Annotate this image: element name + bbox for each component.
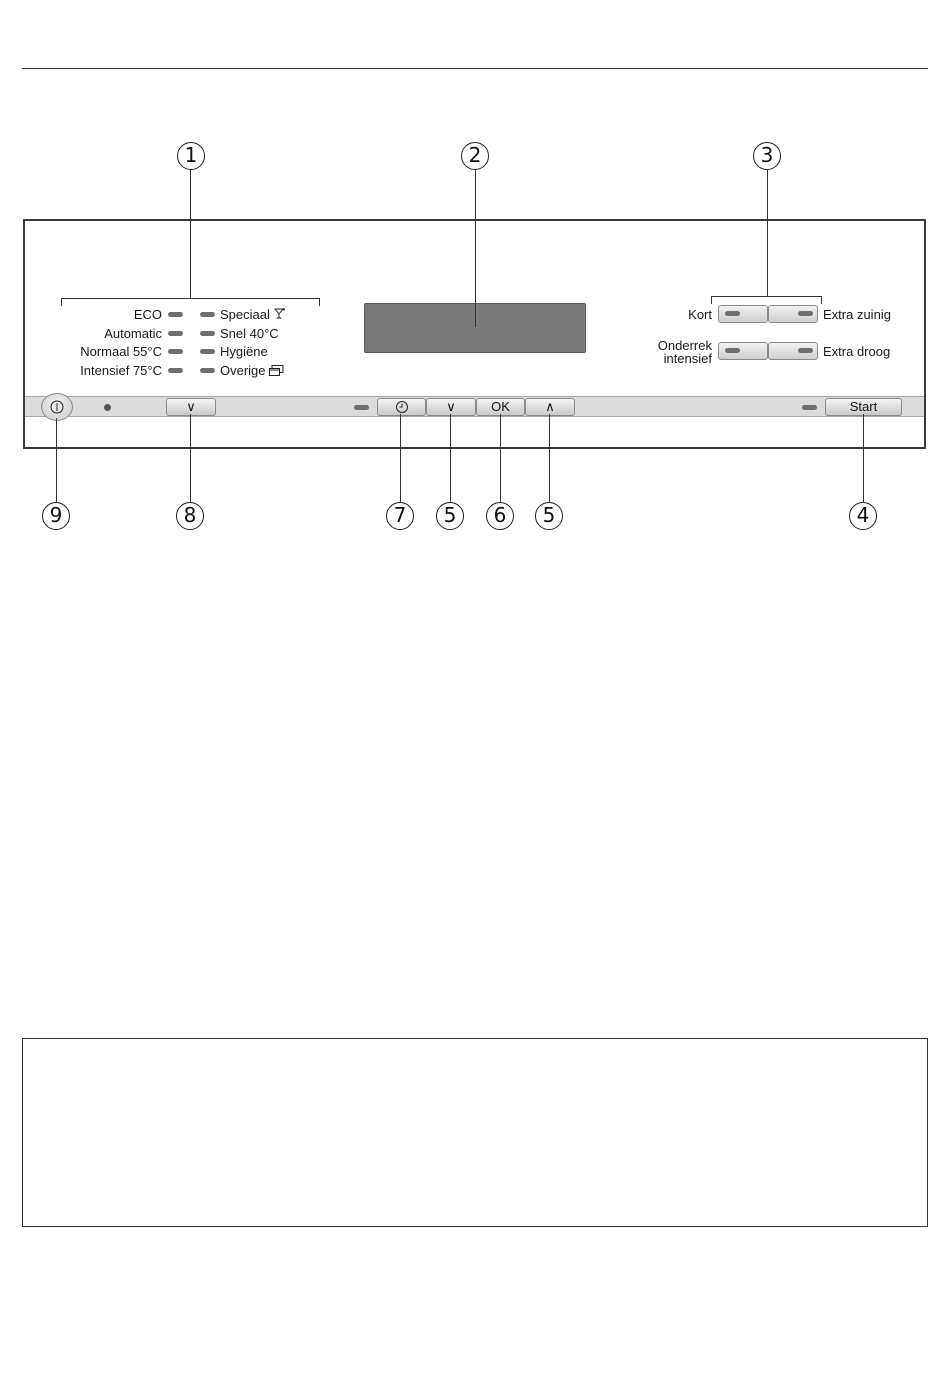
option-extra-droog-label: Extra droog bbox=[823, 344, 891, 359]
option-onderrek-line2: intensief bbox=[663, 351, 712, 366]
option-group-bracket bbox=[711, 296, 822, 297]
option-extra-droog-button[interactable] bbox=[768, 342, 818, 360]
program-select-button[interactable]: ∨ bbox=[166, 398, 216, 416]
callout-4: 4 bbox=[849, 502, 877, 530]
led-kort bbox=[725, 311, 740, 316]
program-bracket-right bbox=[319, 298, 320, 306]
leader-line-5a bbox=[450, 414, 451, 502]
led-snel bbox=[200, 331, 215, 336]
option-extra-zuinig-button[interactable] bbox=[768, 305, 818, 323]
timer-button[interactable] bbox=[377, 398, 426, 416]
glass-icon bbox=[274, 308, 286, 320]
callout-2: 2 bbox=[461, 142, 489, 170]
leader-line-6 bbox=[500, 414, 501, 502]
callout-8: 8 bbox=[176, 502, 204, 530]
program-bracket-left bbox=[61, 298, 62, 306]
led-speciaal bbox=[200, 312, 215, 317]
led-eco bbox=[168, 312, 183, 317]
header-rule bbox=[22, 68, 928, 69]
program-eco-label: ECO bbox=[133, 307, 162, 322]
led-automatic bbox=[168, 331, 183, 336]
program-group-bracket bbox=[61, 298, 320, 299]
program-automatic-label: Automatic bbox=[104, 326, 162, 341]
callout-3: 3 bbox=[753, 142, 781, 170]
indicator-dot bbox=[104, 404, 111, 411]
led-extra-zuinig bbox=[798, 311, 813, 316]
program-hygiene-label: Hygiëne bbox=[220, 344, 268, 359]
program-overige-label: Overige bbox=[220, 363, 266, 378]
callout-6: 6 bbox=[486, 502, 514, 530]
callout-5a: 5 bbox=[436, 502, 464, 530]
program-snel-label: Snel 40°C bbox=[220, 326, 279, 341]
program-overige bbox=[220, 363, 284, 378]
leader-line-8 bbox=[190, 414, 191, 502]
option-kort-button[interactable] bbox=[718, 305, 768, 323]
led-intensief bbox=[168, 368, 183, 373]
leader-line-2 bbox=[475, 170, 476, 327]
option-extra-zuinig-label: Extra zuinig bbox=[823, 307, 891, 322]
program-normaal-label: Normaal 55°C bbox=[80, 344, 162, 359]
option-onderrek-label bbox=[630, 339, 712, 365]
up-button[interactable]: ∧ bbox=[525, 398, 575, 416]
option-bracket-left bbox=[711, 296, 712, 304]
note-box bbox=[22, 1038, 928, 1227]
leader-line-4 bbox=[863, 414, 864, 502]
clock-icon bbox=[395, 400, 409, 414]
ok-button[interactable]: OK bbox=[476, 398, 525, 416]
leader-line-9 bbox=[56, 418, 57, 502]
leader-line-5b bbox=[549, 414, 550, 502]
option-bracket-right bbox=[821, 296, 822, 304]
callout-9: 9 bbox=[42, 502, 70, 530]
led-extra-droog bbox=[798, 348, 813, 353]
down-button[interactable]: ∨ bbox=[426, 398, 476, 416]
program-intensief-label: Intensief 75°C bbox=[80, 363, 162, 378]
callout-7: 7 bbox=[386, 502, 414, 530]
led-hygiene bbox=[200, 349, 215, 354]
program-speciaal bbox=[220, 307, 286, 322]
led-normaal bbox=[168, 349, 183, 354]
callout-1: 1 bbox=[177, 142, 205, 170]
power-icon bbox=[50, 400, 64, 414]
start-button[interactable]: Start bbox=[825, 398, 902, 416]
option-kort-label: Kort bbox=[688, 307, 712, 322]
led-start bbox=[802, 405, 817, 410]
led-onderrek bbox=[725, 348, 740, 353]
program-speciaal-label: Speciaal bbox=[220, 307, 270, 322]
leader-line-1 bbox=[190, 170, 191, 298]
callout-5b: 5 bbox=[535, 502, 563, 530]
led-timer bbox=[354, 405, 369, 410]
power-button[interactable] bbox=[41, 393, 73, 421]
led-overige bbox=[200, 368, 215, 373]
option-onderrek-line1: Onderrek bbox=[657, 338, 712, 353]
option-onderrek-button[interactable] bbox=[718, 342, 768, 360]
leader-line-7 bbox=[400, 414, 401, 502]
leader-line-3 bbox=[767, 170, 768, 296]
stacked-windows-icon bbox=[269, 365, 284, 376]
